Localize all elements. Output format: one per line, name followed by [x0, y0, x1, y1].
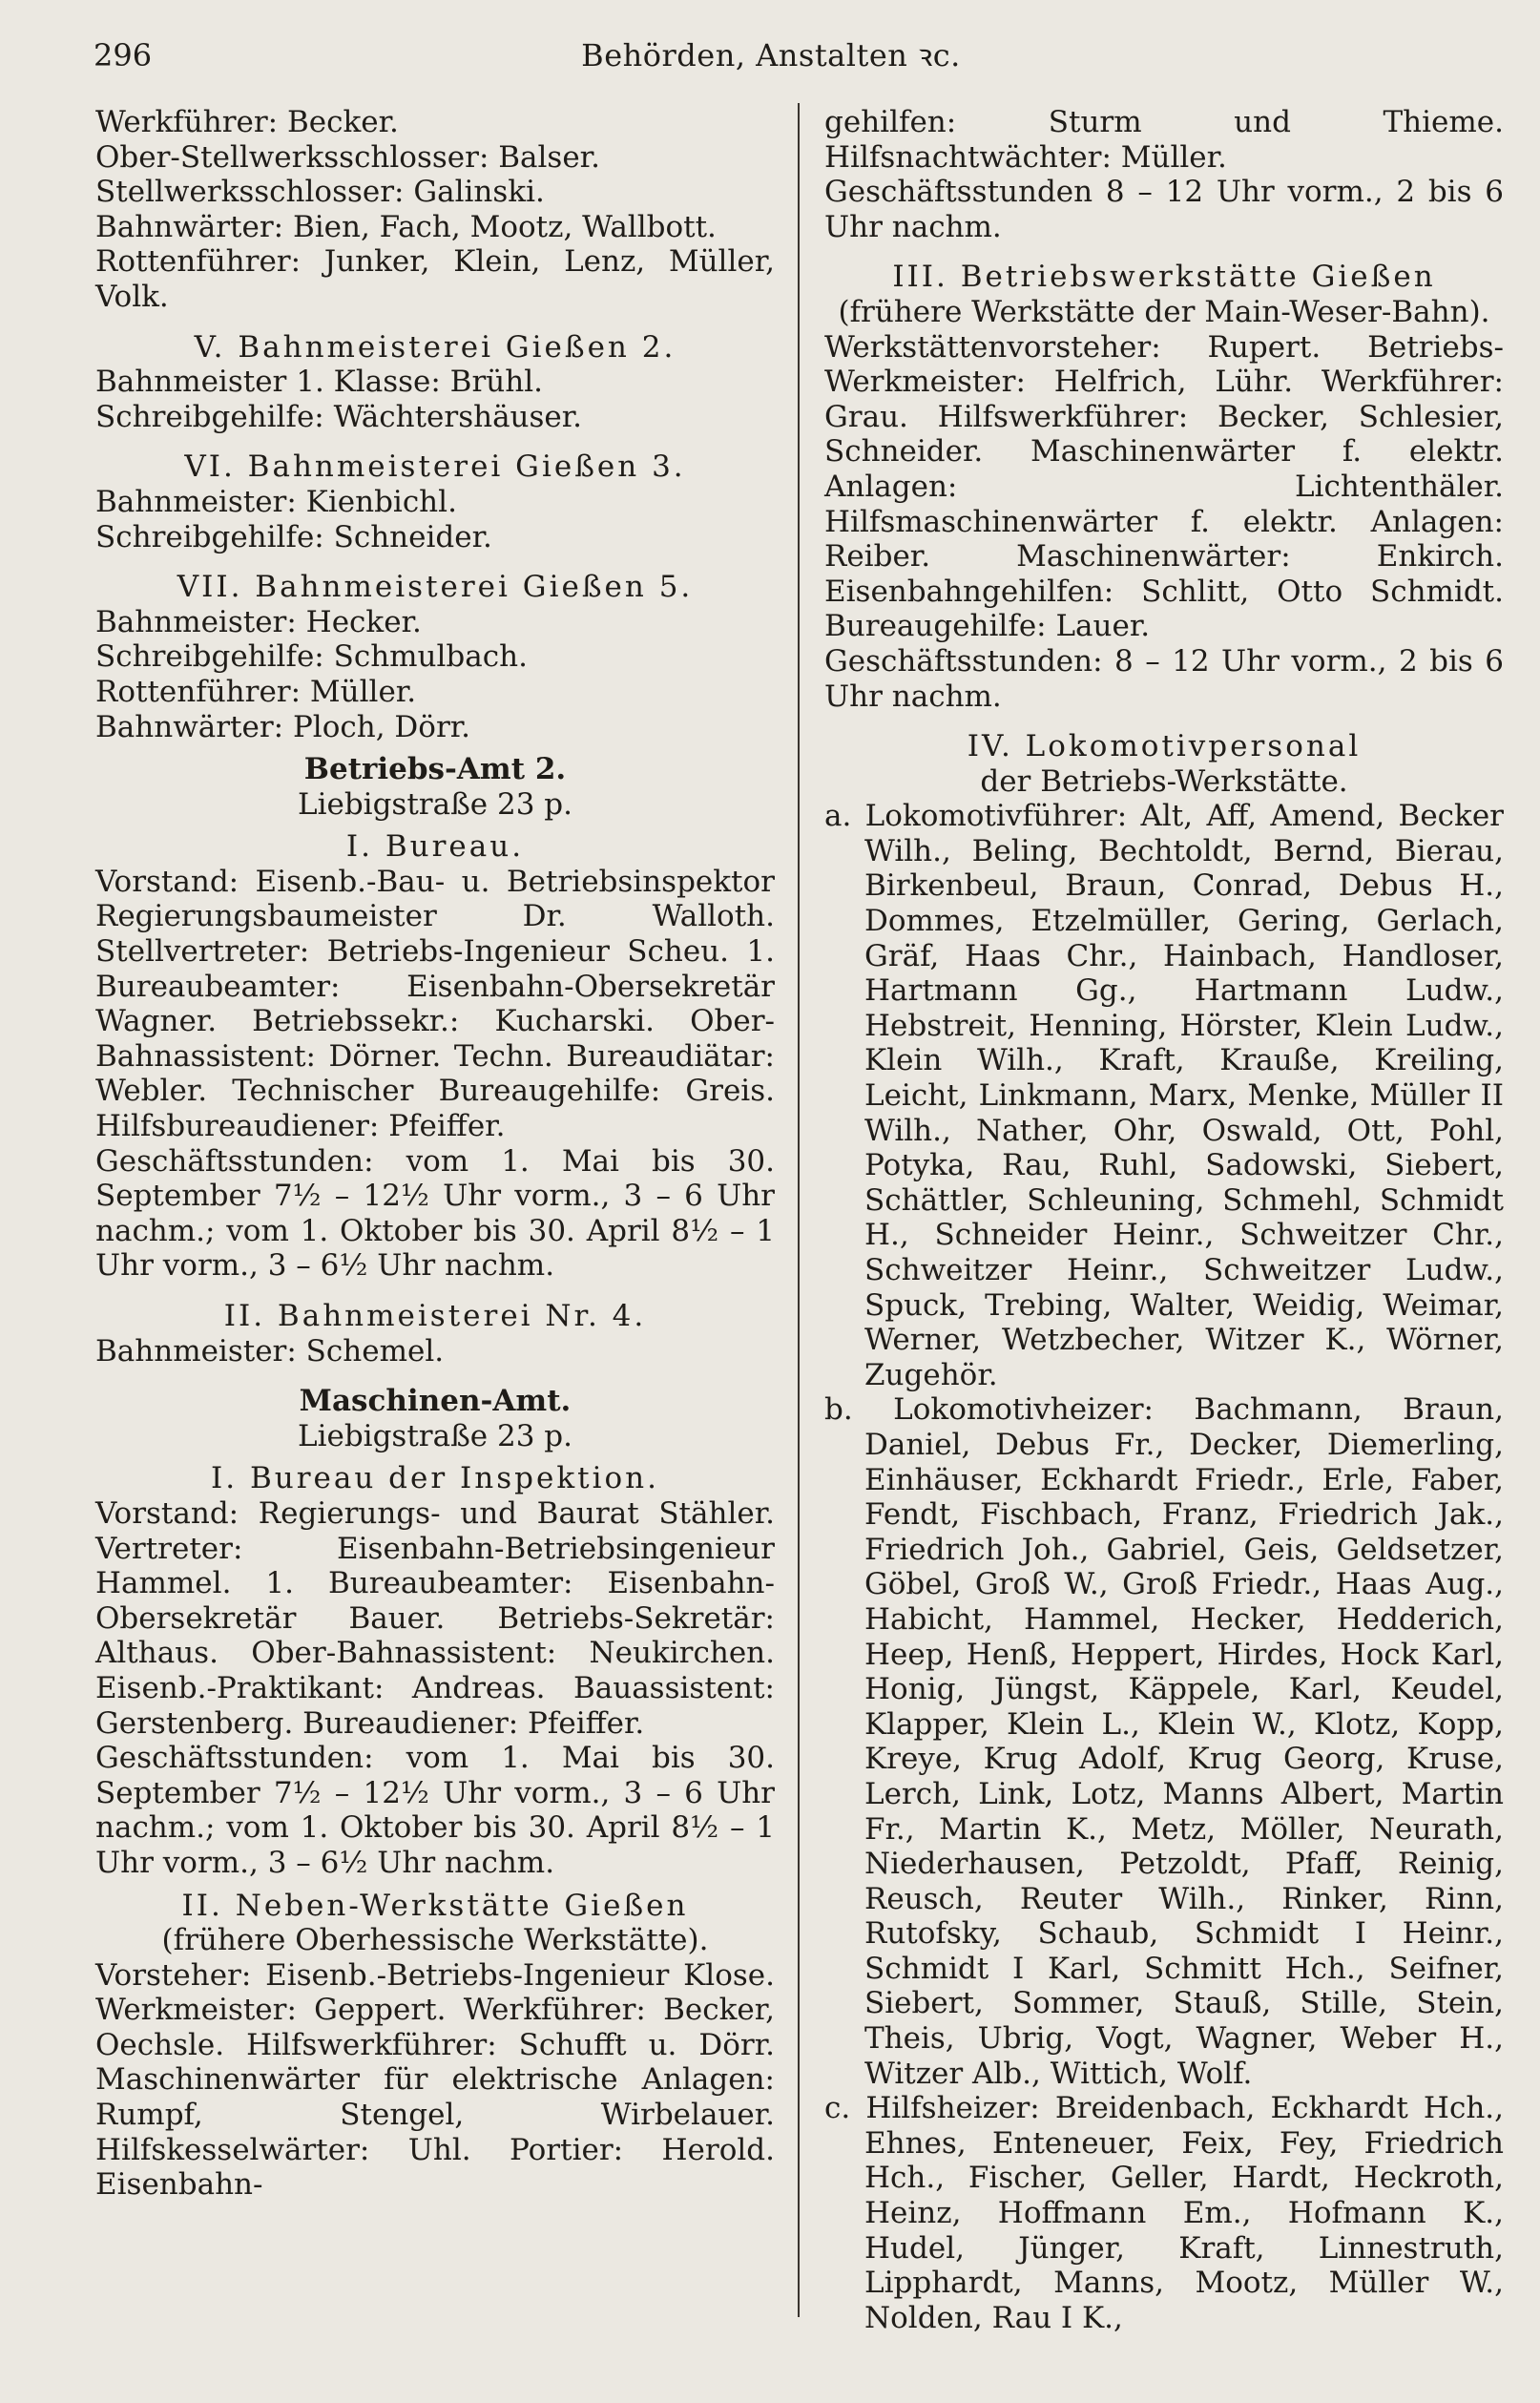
- office-address: Liebigstraße 23 p.: [297, 786, 573, 822]
- section-subheading: der Betriebs-Werkstätte.: [980, 763, 1348, 799]
- section-heading: VII. Bahnmeisterei Gießen 5.: [177, 570, 694, 605]
- section-heading: V. Bahnmeisterei Gießen 2.: [194, 329, 676, 365]
- text-paragraph: Rottenführer: Müller.: [95, 674, 417, 709]
- office-hours: Geschäftsstunden 8 – 12 Uhr vorm., 2 bis 6 Uhr nachm.: [824, 175, 1504, 244]
- section-subheading: (frühere Oberhessische Werkstätte).: [161, 1923, 709, 1958]
- text-paragraph: Vorsteher: Eisenb.-Betriebs-Ingenieur Klose. Werkmeister: Geppert. Werkführer: Becker, Oechsle. Hilfswerkführer: Schufft u. Dörr. Maschinenwärter für elektrische Anlagen: Rumpf, Stengel, Wirbelauer. Hilfskesselwärter: Uhl. Portier: Herold. Eisenbahn-: [95, 1957, 775, 2203]
- office-hours: Geschäftsstunden: vom 1. Mai bis 30. September 7½ – 12½ Uhr vorm., 3 – 6 Uhr nachm.; vom 1. Oktober bis 30. April 8½ – 1 Uhr vorm., 3 – 6½ Uhr nachm.: [95, 1741, 775, 1880]
- page-number: 296: [94, 37, 153, 73]
- office-address: Liebigstraße 23 p.: [297, 1418, 573, 1453]
- text-paragraph: Ober-Stellwerksschlosser: Balser.: [95, 139, 600, 175]
- column-divider: [798, 103, 800, 2317]
- section-heading: VI. Bahnmeisterei Gießen 3.: [184, 449, 686, 485]
- page-header: [94, 38, 1448, 84]
- left-column: [95, 105, 775, 2203]
- text-paragraph: Rottenführer: Junker, Klein, Lenz, Müller, Volk.: [95, 244, 775, 314]
- section-heading: II. Bahnmeisterei Nr. 4.: [223, 1299, 647, 1333]
- section-subheading: (frühere Werkstätte der Main-Weser-Bahn).: [838, 294, 1490, 329]
- list-assistant-stokers: c. Hilfsheizer: Breidenbach, Eckhardt Hch., Ehnes, Enteneuer, Feix, Fey, Friedrich Hch., Fischer, Geller, Hardt, Heckroth, Heinz, Hoffmann Em., Hofmann K., Hudel, Jünger, Kraft, Linnestruth, Lipphardt, Manns, Mootz, Müller W., Nolden, Rau I K.,: [824, 2091, 1504, 2335]
- section-heading: IV. Lokomotivpersonal: [967, 729, 1362, 764]
- section-heading: I. Bureau.: [345, 829, 525, 865]
- office-hours: Geschäftsstunden: 8 – 12 Uhr vorm., 2 bis 6 Uhr nachm.: [824, 643, 1504, 714]
- text-paragraph: Bahnmeister: Schemel.: [95, 1333, 445, 1369]
- text-paragraph: Schreibgehilfe: Wächtershäuser.: [95, 399, 583, 434]
- section-heading: I. Bureau der Inspektion.: [211, 1461, 659, 1496]
- text-paragraph: Vorstand: Regierungs- und Baurat Stähler. Vertreter: Eisenbahn-Betriebsingenieur Hammel. 1. Bureaubeamter: Eisenbahn-Obersekretär Bauer. Betriebs-Sekretär: Althaus. Ober-Bahnassistent: Neukirchen. Eisenb.-Praktikant: Andreas. Bauassistent: Gerstenberg. Bureaudiener: Pfeiffer.: [95, 1495, 775, 1741]
- list-locomotive-stokers: b. Lokomotivheizer: Bachmann, Braun, Daniel, Debus Fr., Decker, Diemerling, Einhäuser, Eckhardt Friedr., Erle, Faber, Fendt, Fischbach, Franz, Friedrich Jak., Friedrich Joh., Gabriel, Geis, Geldsetzer, Göbel, Groß W., Groß Friedr., Haas Aug., Habicht, Hammel, Hecker, Hedderich, Heep, Henß, Heppert, Hirdes, Hock Karl, Honig, Jüngst, Käppele, Karl, Keudel, Klapper, Klein L., Klein W., Klotz, Kopp, Kreye, Krug Adolf, Krug Georg, Kruse, Lerch, Link, Lotz, Manns Albert, Martin Fr., Martin K., Metz, Möller, Neurath, Niederhausen, Petzoldt, Pfaff, Reinig, Reusch, Reuter Wilh., Rinker, Rinn, Rutofsky, Schaub, Schmidt I Heinr., Schmidt I Karl, Schmitt Hch., Seifner, Siebert, Sommer, Stauß, Stille, Stein, Theis, Ubrig, Vogt, Wagner, Weber H., Witzer Alb., Wittich, Wolf.: [824, 1392, 1504, 2091]
- text-paragraph: Bahnmeister 1. Klasse: Brühl.: [95, 365, 543, 400]
- text-paragraph: Bahnmeister: Kienbichl.: [95, 484, 457, 519]
- text-paragraph: Werkstättenvorsteher: Rupert. Betriebs-Werkmeister: Helfrich, Lühr. Werkführer: Grau. Hilfswerkführer: Becker, Schlesier, Schneider. Maschinenwärter f. elektr. Anlagen: Lichtenthäler. Hilfsmaschinenwärter f. elektr. Anlagen: Reiber. Maschinenwärter: Enkirch. Eisenbahngehilfen: Schlitt, Otto Schmidt. Bureaugehilfe: Lauer.: [824, 329, 1504, 644]
- list-locomotive-drivers: a. Lokomotivführer: Alt, Aff, Amend, Becker Wilh., Beling, Bechtoldt, Bernd, Bierau, Birkenbeul, Braun, Conrad, Debus H., Dommes, Etzelmüller, Gering, Gerlach, Gräf, Haas Chr., Hainbach, Handloser, Hartmann Gg., Hartmann Ludw., Hebstreit, Henning, Hörster, Klein Ludw., Klein Wilh., Kraft, Krauße, Kreiling, Leicht, Linkmann, Marx, Menke, Müller II Wilh., Nather, Ohr, Oswald, Ott, Pohl, Potyka, Rau, Ruhl, Sadowski, Siebert, Schättler, Schleuning, Schmehl, Schmidt H., Schneider Heinr., Schweitzer Chr., Schweitzer Heinr., Schweitzer Ludw., Spuck, Trebing, Walter, Weidig, Weimar, Werner, Wetzbecher, Witzer K., Wörner, Zugehör.: [824, 799, 1504, 1392]
- office-heading: Betriebs-Amt 2.: [303, 752, 567, 787]
- text-paragraph: Schreibgehilfe: Schneider.: [95, 519, 492, 554]
- text-paragraph: Bahnmeister: Hecker.: [95, 604, 422, 639]
- text-paragraph: Vorstand: Eisenb.-Bau- u. Betriebsinspektor Regierungsbaumeister Dr. Walloth. Stellvertreter: Betriebs-Ingenieur Scheu. 1. Bureaubeamter: Eisenbahn-Obersekretär Wagner. Betriebssekr.: Kucharski. Ober-Bahnassistent: Dörner. Techn. Bureaudiätar: Webler. Technischer Bureaugehilfe: Greis. Hilfsbureaudiener: Pfeiffer.: [95, 864, 775, 1144]
- section-heading: III. Betriebswerkstätte Gießen: [892, 260, 1436, 295]
- running-title: Behörden, Anstalten ꝛc.: [581, 37, 961, 73]
- right-column: [824, 105, 1504, 2335]
- text-paragraph: Stellwerksschlosser: Galinski.: [95, 175, 545, 210]
- text-paragraph: Bahnwärter: Bien, Fach, Mootz, Wallbott.: [95, 209, 717, 244]
- office-heading: Maschinen-Amt.: [299, 1384, 572, 1419]
- text-paragraph: Werkführer: Becker.: [95, 105, 399, 139]
- section-heading: II. Neben-Werkstätte Gießen: [181, 1888, 689, 1923]
- text-paragraph: Schreibgehilfe: Schmulbach.: [95, 639, 528, 675]
- text-paragraph: Bahnwärter: Ploch, Dörr.: [95, 709, 471, 744]
- office-hours: Geschäftsstunden: vom 1. Mai bis 30. September 7½ – 12½ Uhr vorm., 3 – 6 Uhr nachm.; vom 1. Oktober bis 30. April 8½ – 1 Uhr vorm., 3 – 6½ Uhr nachm.: [95, 1143, 775, 1284]
- text-paragraph: gehilfen: Sturm und Thieme. Hilfsnachtwächter: Müller.: [824, 105, 1504, 175]
